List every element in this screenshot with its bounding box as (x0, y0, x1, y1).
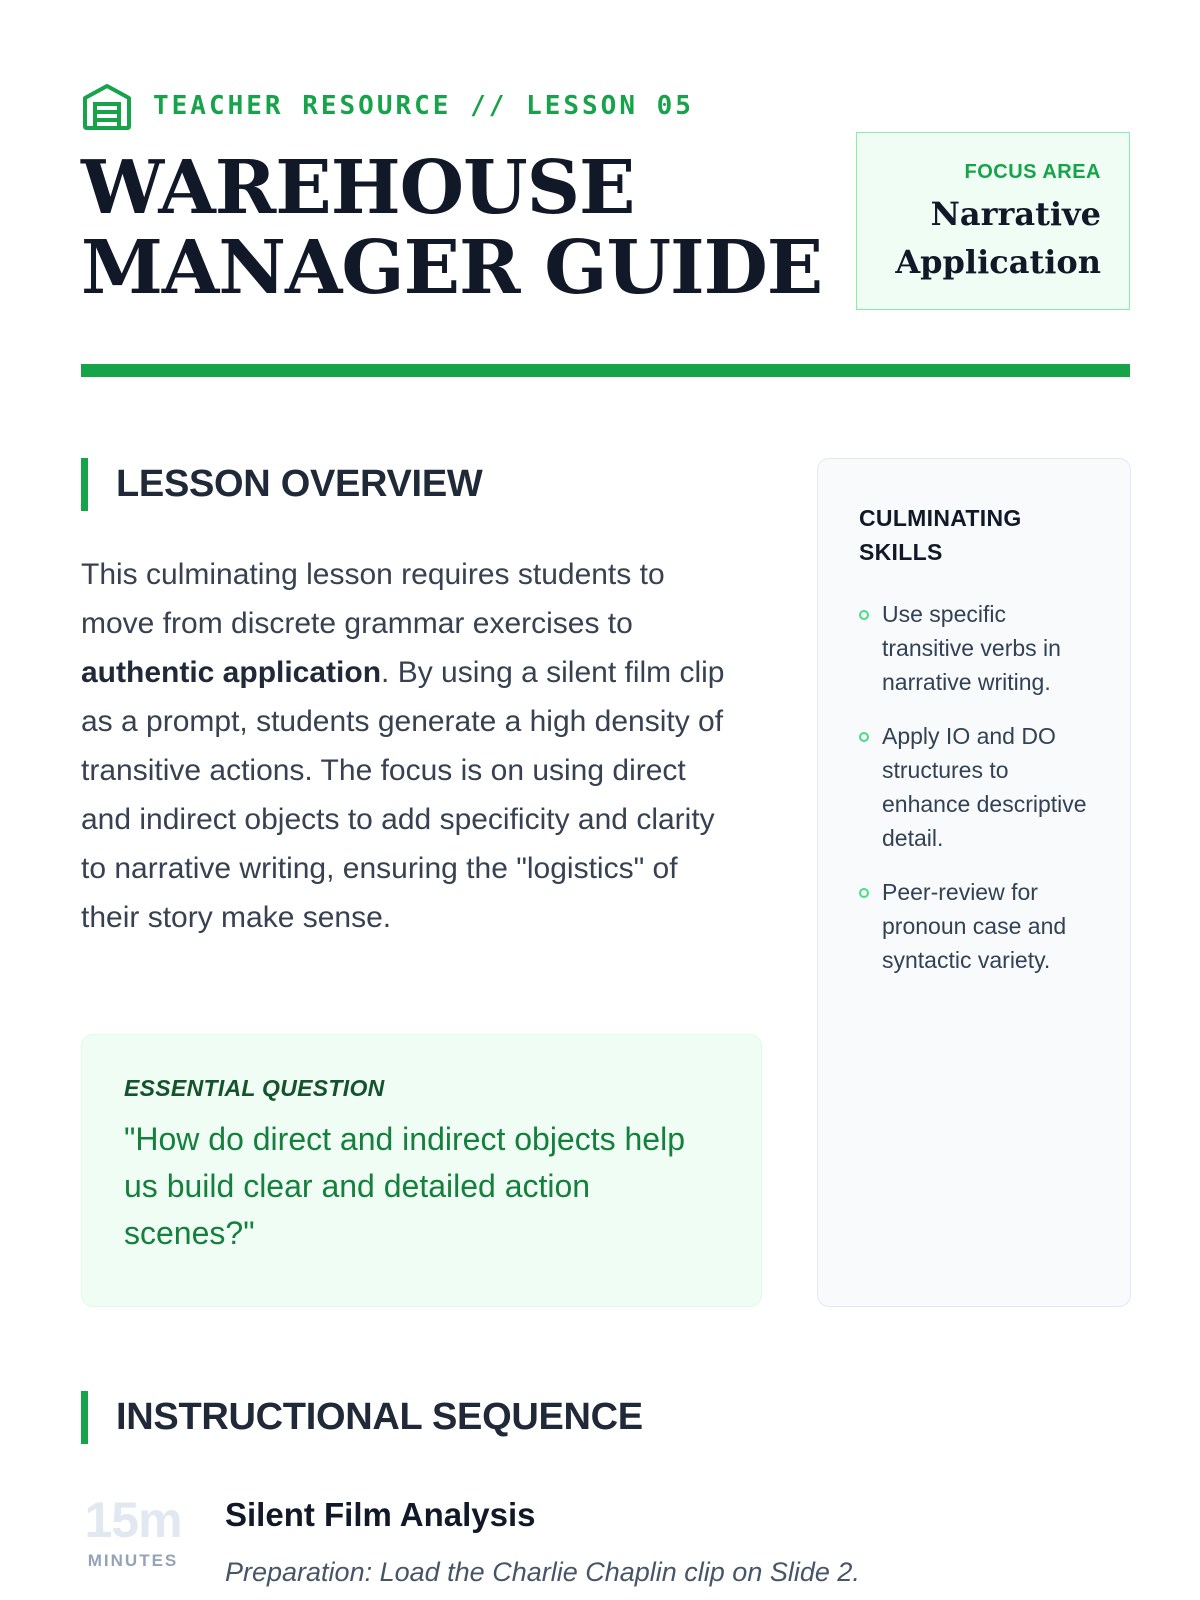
culminating-skills-panel (817, 458, 1131, 1307)
overview-text-end: . By using a silent film clip as a prompt, students generate a high density of transitive actions. The focus is on using direct and indirect objects to add specificity and clarity to narrative writing, ensuring the "logistics" of their story make sense. (81, 656, 725, 934)
focus-area-box (856, 132, 1130, 310)
focus-area-label: FOCUS AREA (964, 161, 1101, 183)
focus-area-value (857, 190, 1101, 286)
skills-title: CULMINATING SKILLS (859, 505, 1022, 565)
skill-item (859, 597, 1100, 699)
page-title (81, 145, 823, 311)
step-minutes-unit: MINUTES (87, 1551, 179, 1570)
skill-item-text: Peer-review for pronoun case and syntactic variety. (882, 879, 1067, 973)
bullet-circle-icon (859, 610, 869, 620)
section-accent-bar (81, 458, 88, 511)
overview-text-bold: authentic application (81, 656, 382, 689)
bullet-circle-icon (859, 732, 869, 742)
skills-list (859, 597, 1100, 977)
essential-question-text: "How do direct and indirect objects help us build clear and detailed action scenes?" (124, 1121, 685, 1251)
page-header (81, 80, 1126, 132)
step-title: Silent Film Analysis (225, 1496, 536, 1533)
title-line-1: WAREHOUSE (81, 145, 635, 231)
skill-item (859, 875, 1100, 977)
skill-item-text: Use specific transitive verbs in narrative writing. (882, 601, 1061, 695)
sequence-title: INSTRUCTIONAL SEQUENCE (116, 1396, 643, 1438)
kicker-text: TEACHER RESOURCE // LESSON 05 (153, 91, 694, 121)
step-duration (81, 1493, 185, 1571)
focus-value-line-2: Application (895, 243, 1101, 281)
skill-item-text: Apply IO and DO structures to enhance descriptive detail. (882, 723, 1087, 851)
step-minutes: 15m (84, 1492, 182, 1548)
kicker (81, 80, 1126, 132)
header-divider (81, 364, 1130, 377)
skill-item (859, 719, 1100, 855)
sequence-heading (81, 1391, 643, 1444)
warehouse-icon (81, 80, 133, 132)
overview-title: LESSON OVERVIEW (116, 463, 483, 505)
essential-question-label: ESSENTIAL QUESTION (124, 1075, 385, 1101)
overview-heading (81, 458, 482, 511)
bullet-circle-icon (859, 888, 869, 898)
overview-paragraph (81, 550, 741, 942)
essential-question-box (81, 1034, 762, 1307)
section-accent-bar (81, 1391, 88, 1444)
title-line-2: MANAGER GUIDE (81, 225, 823, 311)
step-preparation: Preparation: Load the Charlie Chaplin clip on Slide 2. (225, 1557, 860, 1587)
overview-text-start: This culminating lesson requires students to move from discrete grammar exercises to (81, 558, 665, 640)
focus-value-line-1: Narrative (930, 195, 1101, 233)
